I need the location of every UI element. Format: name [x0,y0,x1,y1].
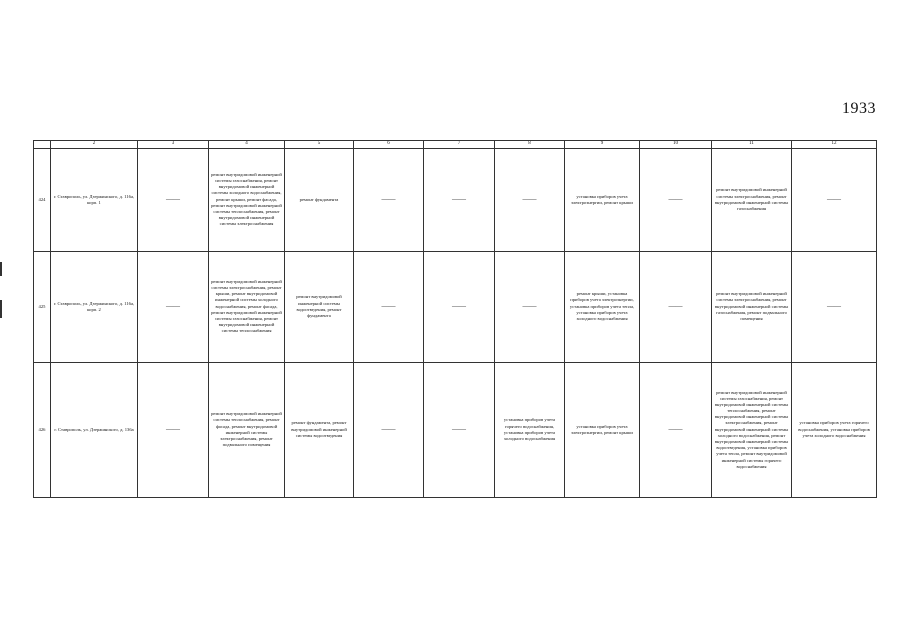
row-number: 425 [34,251,51,362]
table-row [34,148,877,251]
row-number: 424 [34,148,51,251]
cell-col-7: —— [424,148,495,251]
row-number: 426 [34,362,51,497]
column-number: 7 [424,141,495,149]
cell-col-10: —— [640,251,712,362]
column-number [34,141,51,149]
cell-col-6: —— [354,251,424,362]
column-number: 11 [712,141,792,149]
scan-mark [0,300,2,318]
cell-col-4: ремонт внутридомовой инженерной системы теплоснабжения, ремонт фасада, ремонт внутридомовой инженерной системы электроснабжения, ремонт подвального помещения [209,362,285,497]
cell-col-12: —— [792,251,877,362]
cell-col-3: —— [138,251,209,362]
cell-col-9: установка приборов учета электроэнергии, ремонт крыши [565,362,640,497]
cell-col-12: установка приборов учета горячего водоснабжения, установка приборов учета холодного водоснабжения [792,362,877,497]
column-number: 2 [51,141,138,149]
address-cell: г. Ставрополь, ул. Дзержинского, д. 116а, корп. 1 [51,148,138,251]
cell-col-3: —— [138,362,209,497]
cell-col-4: ремонт внутридомовой инженерной системы электроснабжения, ремонт крыши, ремонт внутридомовой инженерной системы холодного водоснабжения, ремонт фасада, ремонт внутридомовой инженерной системы газоснабжения, ремонт внутридомовой инженерной системы теплоснабжения [209,251,285,362]
scan-mark [0,262,2,276]
address-cell: г. Ставрополь, ул. Дзержинского, д. 116а, корп. 2 [51,251,138,362]
column-number: 3 [138,141,209,149]
cell-col-6: —— [354,362,424,497]
cell-col-8: —— [495,148,565,251]
cell-col-9: установка приборов учета электроэнергии, ремонт крыши [565,148,640,251]
column-number: 8 [495,141,565,149]
address-cell: г. Ставрополь, ул. Дзержинского, д. 136а [51,362,138,497]
column-number: 4 [209,141,285,149]
column-number: 9 [565,141,640,149]
cell-col-8: установка приборов учета горячего водоснабжения, установка приборов учета холодного водоснабжения [495,362,565,497]
column-number: 5 [285,141,354,149]
cell-col-7: —— [424,251,495,362]
column-number: 10 [640,141,712,149]
cell-col-10: —— [640,362,712,497]
cell-col-11: ремонт внутридомовой инженерной системы электроснабжения, ремонт внутридомовой инженерной системы газоснабжения, ремонт подвального помещения [712,251,792,362]
cell-col-3: —— [138,148,209,251]
cell-col-7: —— [424,362,495,497]
cell-col-11: ремонт внутридомовой инженерной системы газоснабжения, ремонт внутридомовой инженерной системы теплоснабжения, ремонт внутридомовой инженерной системы электроснабжения, ремонт внутридомовой инженерной системы холодного водоснабжения, ремонт внутридомовой инженерной системы водоотведения, установка приборов учета тепла, ремонт внутридомовой инженерной системы горячего водоснабжения [712,362,792,497]
page-number: 1933 [842,100,876,117]
cell-col-5: ремонт внутридомовой инженерной системы водоотведения, ремонт фундамента [285,251,354,362]
repair-schedule-table [33,140,877,498]
table-row [34,251,877,362]
cell-col-4: ремонт внутридомовой инженерной системы газоснабжения, ремонт внутридомовой инженерной системы холодного водоснабжения, ремонт крыши, ремонт фасада, ремонт внутридомовой инженерной системы теплоснабжения, ремонт внутридомовой инженерной системы электроснабжения [209,148,285,251]
cell-col-12: —— [792,148,877,251]
cell-col-5: ремонт фундамента, ремонт внутридомовой инженерной системы водоотведения [285,362,354,497]
column-number: 6 [354,141,424,149]
cell-col-8: —— [495,251,565,362]
column-number: 12 [792,141,877,149]
cell-col-10: —— [640,148,712,251]
cell-col-9: ремонт крыши, установка приборов учета электроэнергии, установка приборов учета тепла, установка приборов учета холодного водоснабжения [565,251,640,362]
column-number-row [34,141,877,149]
cell-col-6: —— [354,148,424,251]
table-row [34,362,877,497]
cell-col-5: ремонт фундамента [285,148,354,251]
cell-col-11: ремонт внутридомовой инженерной системы электроснабжения, ремонт внутридомовой инженерной системы газоснабжения [712,148,792,251]
